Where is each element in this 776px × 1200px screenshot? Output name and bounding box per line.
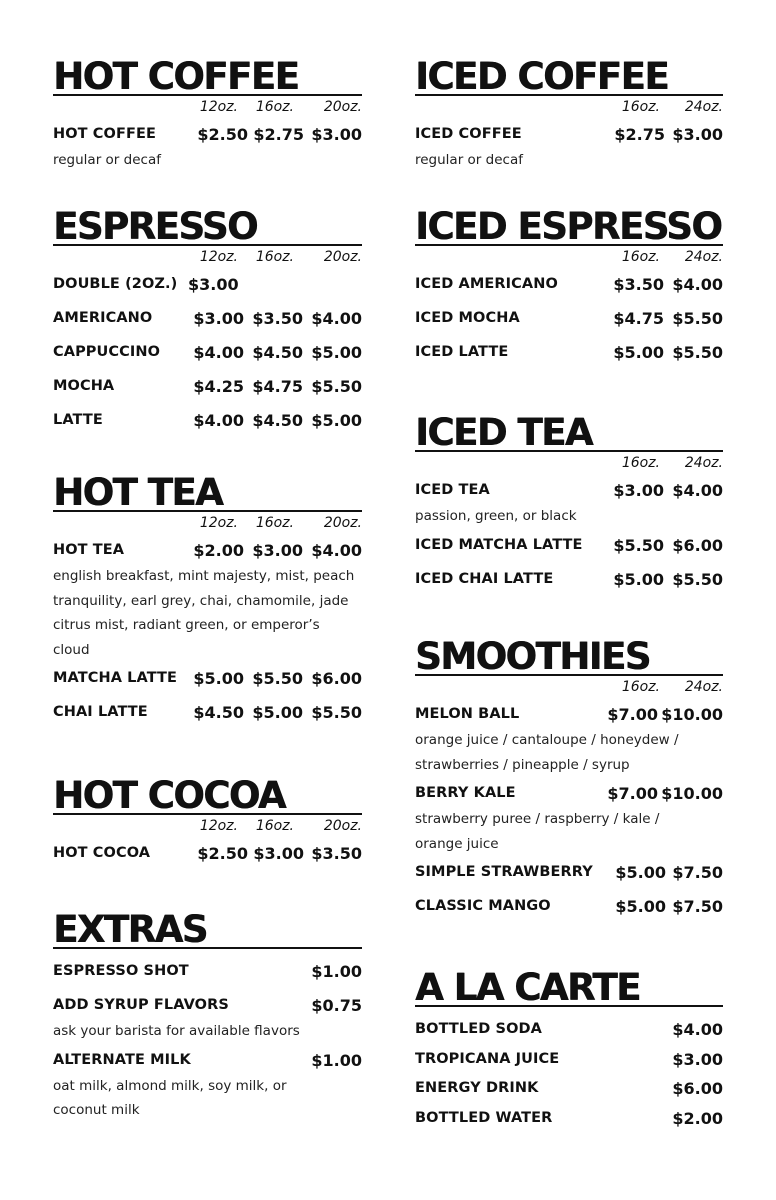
menu-item [415,892,723,926]
item-description: regular or decaf [415,152,523,168]
menu-item [53,372,362,406]
size-label: 20oz. [323,249,362,265]
item-price: $3.00 [252,541,303,560]
menu-item [53,957,362,991]
menu-item [415,1045,723,1075]
item-price: $4.00 [311,541,362,560]
item-price: $3.00 [613,481,664,500]
item-price: $2.75 [614,125,665,144]
size-header [415,96,723,120]
section-smoothies [415,635,723,926]
size-label: 16oz. [621,99,660,115]
menu-item [415,270,723,304]
size-header [53,815,362,839]
item-price: $4.50 [252,343,303,362]
menu-item [415,565,723,599]
item-price: $3.00 [253,844,304,863]
item-price: $7.00 [607,705,658,724]
size-label: 24oz. [684,679,723,695]
section-iced-tea [415,411,723,599]
item-price: $3.50 [311,844,362,863]
size-label: 20oz. [323,515,362,531]
section-extras [53,908,362,1125]
item-name: ICED COFFEE [415,126,522,142]
item-price: $2.75 [253,125,304,144]
menu-item [415,304,723,338]
size-label: 20oz. [323,99,362,115]
menu-item [53,664,362,698]
size-header [415,452,723,476]
item-price: $3.00 [672,125,723,144]
item-price: $3.00 [311,125,362,144]
menu-item [415,531,723,565]
item-price: $5.50 [311,377,362,396]
item-name: ADD SYRUP FLAVORS [53,997,229,1013]
item-price: $4.00 [193,343,244,362]
item-name: AMERICANO [53,310,153,326]
item-price: $10.00 [661,784,723,803]
size-label: 12oz. [199,99,238,115]
item-price: $4.50 [252,411,303,430]
item-price: $0.75 [311,996,362,1015]
item-name: CAPPUCCINO [53,344,161,360]
item-description: strawberry puree / raspberry / kale / orange juice [415,811,660,852]
size-label: 24oz. [684,455,723,471]
size-header [53,246,362,270]
item-price: $5.00 [613,343,664,362]
item-name: ALTERNATE MILK [53,1051,191,1068]
menu-item [53,839,362,873]
menu-item [53,1046,362,1080]
item-price: $3.50 [613,275,664,294]
item-price: $7.00 [607,784,658,803]
size-label: 24oz. [684,99,723,115]
menu-item [415,858,723,892]
size-label: 16oz. [255,249,294,265]
item-price: $5.50 [311,703,362,722]
menu-item [415,338,723,372]
item-price: $2.00 [193,541,244,560]
section-title: ICED TEA [415,411,592,454]
item-price: $4.25 [193,377,244,396]
item-price: $6.00 [672,535,723,555]
item-price: $5.50 [672,569,723,589]
item-price: $3.00 [672,1049,723,1069]
item-price: $5.50 [672,309,723,328]
item-price: $5.00 [252,703,303,722]
menu-item [53,406,362,440]
item-price: $5.00 [615,897,666,916]
item-price: $4.75 [252,377,303,396]
item-description: passion, green, or black [415,508,577,524]
item-price: $4.00 [311,309,362,328]
item-price: $4.00 [193,411,244,430]
menu-item [415,120,723,154]
section-title: HOT TEA [53,471,223,514]
item-price: $5.00 [613,569,664,589]
size-header [53,96,362,120]
item-price: $4.50 [193,703,244,722]
item-description: regular or decaf [53,152,161,168]
item-price: $7.50 [672,863,723,882]
item-price: $4.00 [672,481,723,500]
section-title: ICED ESPRESSO [415,205,722,248]
menu-item [53,120,362,154]
item-price: $4.75 [613,309,664,328]
menu-item [53,304,362,338]
item-price: $5.50 [672,343,723,362]
menu-item [415,779,723,813]
item-name: SIMPLE STRAWBERRY [415,864,593,880]
item-description: orange juice / cantaloupe / honeydew / strawberries / pineapple / syrup [415,732,679,773]
section-hot-coffee [53,55,362,175]
size-label: 24oz. [684,249,723,265]
item-price: $4.00 [672,1020,723,1039]
menu-item [53,338,362,372]
item-name: MATCHA LATTE [53,670,178,686]
item-name: HOT COCOA [53,845,151,861]
item-name: ICED LATTE [415,344,509,360]
item-description: ask your barista for available flavors [53,1023,300,1039]
size-label: 16oz. [255,99,294,115]
size-label: 16oz. [255,818,294,834]
item-price: $4.00 [672,275,723,294]
menu-item [53,536,362,570]
item-name: MOCHA [53,378,115,394]
section-a-la-carte [415,966,723,1133]
item-name: TROPICANA JUICE [415,1050,560,1067]
section-iced-coffee [415,55,723,175]
item-price: $3.50 [252,309,303,328]
size-label: 16oz. [621,679,660,695]
item-name: HOT COFFEE [53,126,156,142]
item-name: ICED MOCHA [415,310,520,326]
section-hot-cocoa [53,774,362,873]
item-name: LATTE [53,412,103,428]
item-name: CLASSIC MANGO [415,898,551,914]
item-price: $1.00 [311,962,362,981]
menu-item [53,991,362,1025]
item-price: $5.00 [193,669,244,688]
item-name: MELON BALL [415,706,520,722]
item-price: $2.50 [197,844,248,863]
item-name: HOT TEA [53,542,125,558]
item-name: ICED CHAI LATTE [415,570,554,587]
section-title: HOT COCOA [53,774,285,817]
item-price: $7.50 [672,897,723,916]
section-title: ICED COFFEE [415,55,668,98]
item-price: $3.00 [188,275,239,294]
item-description: english breakfast, mint majesty, mist, peach tranquility, earl grey, chai, chamomile, jade citrus mist, radiant green, or emperor’s cloud [53,568,355,658]
section-title: A LA CARTE [415,966,640,1009]
section-title: ESPRESSO [53,205,257,248]
menu-item [415,476,723,510]
item-name: BERRY KALE [415,785,516,801]
section-title: HOT COFFEE [53,55,299,98]
size-header [415,246,723,270]
size-label: 12oz. [199,249,238,265]
item-name: BOTTLED WATER [415,1109,553,1126]
size-label: 12oz. [199,515,238,531]
item-name: BOTTLED SODA [415,1021,542,1037]
item-name: DOUBLE (2OZ.) [53,276,178,292]
item-price: $5.00 [311,343,362,362]
item-price: $5.00 [615,863,666,882]
item-description: oat milk, almond milk, soy milk, or coconut milk [53,1077,287,1118]
size-label: 16oz. [621,249,660,265]
item-price: $5.50 [613,535,664,555]
item-price: $1.00 [311,1050,362,1070]
menu-item [415,1015,723,1045]
size-label: 16oz. [621,455,660,471]
item-price: $6.00 [311,669,362,688]
item-price: $2.50 [197,125,248,144]
item-price: $3.00 [193,309,244,328]
item-name: ICED AMERICANO [415,276,558,292]
item-price: $6.00 [672,1079,723,1098]
size-label: 12oz. [199,818,238,834]
menu-item [415,700,723,734]
size-header [53,512,362,536]
section-title: EXTRAS [53,908,207,951]
menu-item [415,1074,723,1104]
section-iced-espresso [415,205,723,372]
item-name: ENERGY DRINK [415,1080,539,1096]
item-name: ICED TEA [415,482,490,498]
size-label: 20oz. [323,818,362,834]
item-price: $5.50 [252,669,303,688]
section-title: SMOOTHIES [415,635,650,678]
item-price: $5.00 [311,411,362,430]
size-label: 16oz. [255,515,294,531]
menu-item [53,698,362,732]
section-hot-tea [53,471,362,732]
item-name: CHAI LATTE [53,704,148,720]
item-name: ICED MATCHA LATTE [415,536,583,553]
section-espresso [53,205,362,440]
item-name: ESPRESSO SHOT [53,963,189,979]
menu-item [53,270,362,304]
size-header [415,676,723,700]
item-price: $2.00 [672,1108,723,1128]
item-price: $10.00 [661,705,723,724]
menu-item [415,1104,723,1134]
